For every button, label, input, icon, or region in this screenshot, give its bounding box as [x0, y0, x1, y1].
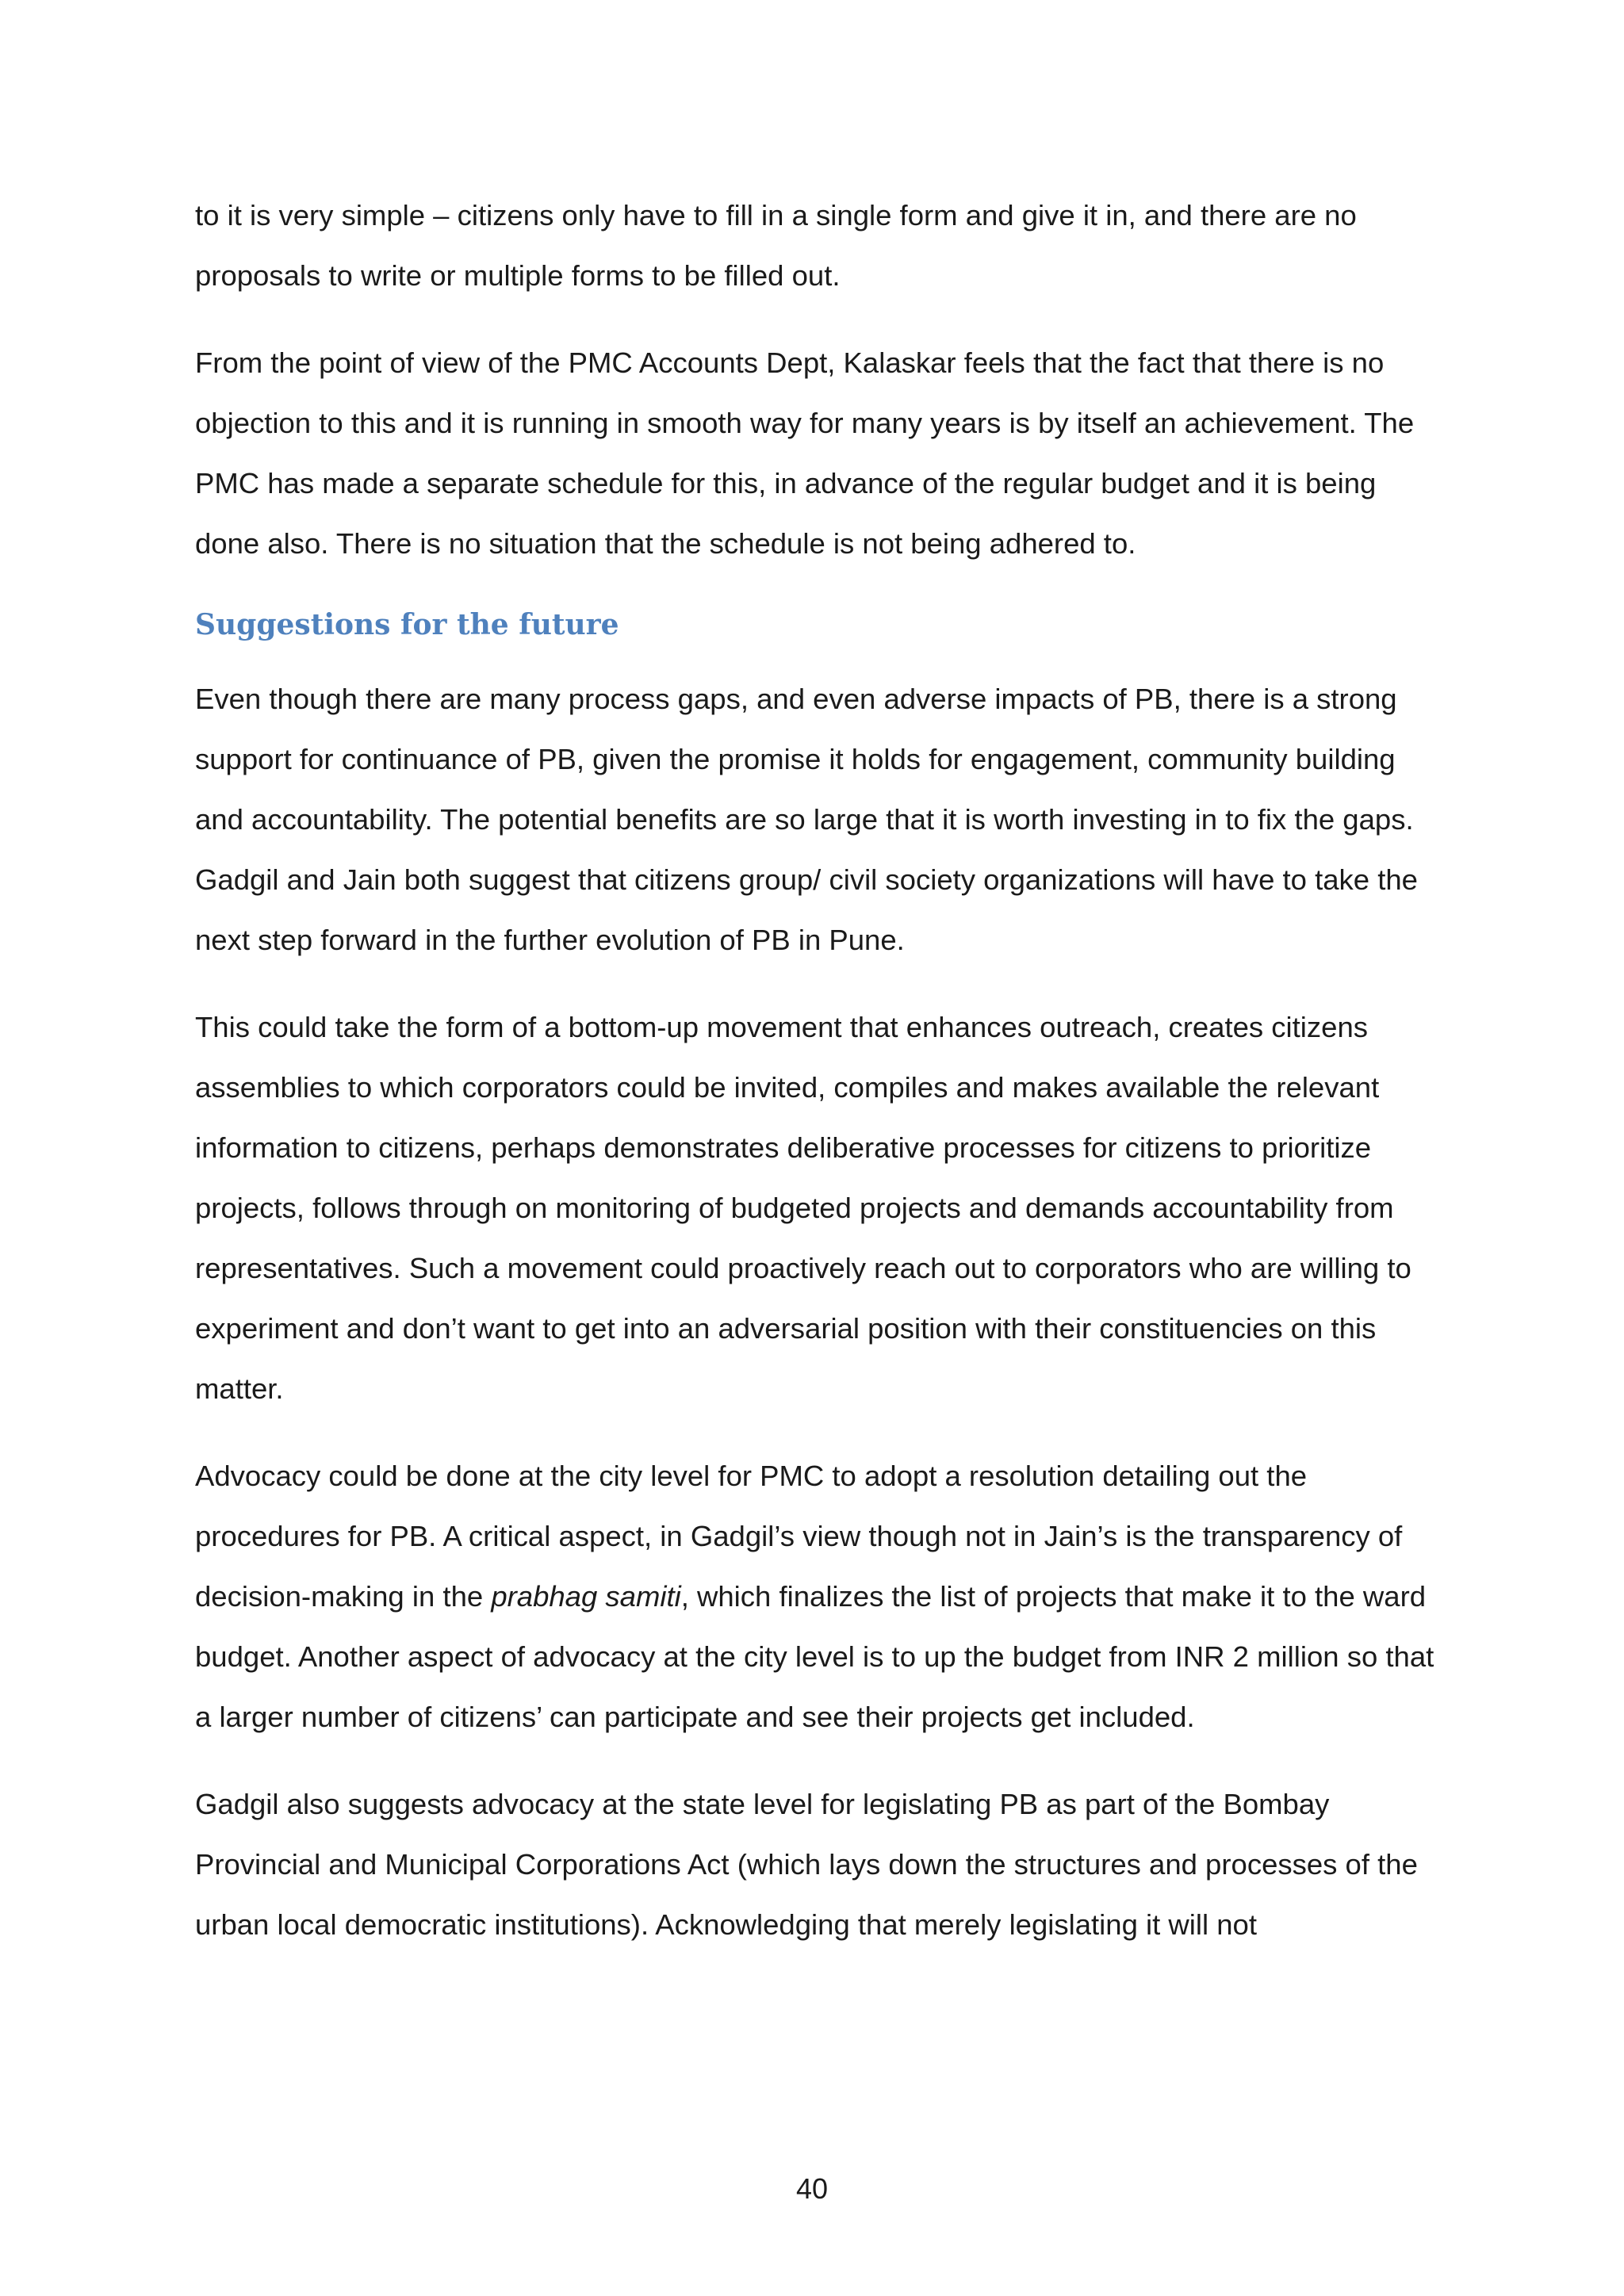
page-number: 40 — [795, 2172, 829, 2205]
paragraph-5 — [195, 1446, 1448, 1747]
paragraph-5-text-b: , which finalizes the list of projects that make it to the ward budget. Another aspect of advocacy at the city level is to up the budget from INR 2 million so that a larger number of citizens’ can participate and see their projects get included. — [195, 1580, 1434, 1733]
paragraph-5-italic-term: prabhag samiti — [491, 1580, 681, 1613]
paragraph-4: This could take the form of a bottom-up movement that enhances outreach, creates citizens assemblies to which corporators could be invited, compiles and makes available the relevant information to citizens, perhaps demonstrates deliberative processes for citizens to prioritize projects, follows through on monitoring of budgeted projects and demands accountability from representatives. Such a movement could proactively reach out to corporators who are willing to experiment and don’t want to get into an adversarial position with their constituencies on this matter. — [195, 1011, 1411, 1405]
paragraph-6: Gadgil also suggests advocacy at the state level for legislating PB as part of the Bombay Provincial and Municipal Corporations Act (which lays down the structures and processes of the urban local democratic institutions). Acknowledging that merely legislating it will not — [195, 1788, 1418, 1941]
page-body — [195, 186, 1448, 1982]
paragraph-5-text-a: Advocacy could be done at the city level for PMC to adopt a resolution detailing out the procedures for PB. A critical aspect, in Gadgil’s view though not in Jain’s is the transparency of decision-making in the — [195, 1460, 1403, 1613]
paragraph-2: From the point of view of the PMC Accounts Dept, Kalaskar feels that the fact that there is no objection to this and it is running in smooth way for many years is by itself an achievement. The PMC has made a separate schedule for this, in advance of the regular budget and it is being done also. There is no situation that the schedule is not being adhered to. — [195, 346, 1415, 560]
paragraph-1: to it is very simple – citizens only have to fill in a single form and give it in, and there are no proposals to write or multiple forms to be filled out. — [195, 199, 1357, 292]
paragraph-3: Even though there are many process gaps, and even adverse impacts of PB, there is a strong support for continuance of PB, given the promise it holds for engagement, community building and accountability. The potential benefits are so large that it is worth investing in to fix the gaps. Gadgil and Jain both suggest that citizens group/ civil society organizations will have to take the next step forward in the further evolution of PB in Pune. — [195, 683, 1418, 956]
section-heading: Suggestions for the future — [195, 608, 619, 641]
